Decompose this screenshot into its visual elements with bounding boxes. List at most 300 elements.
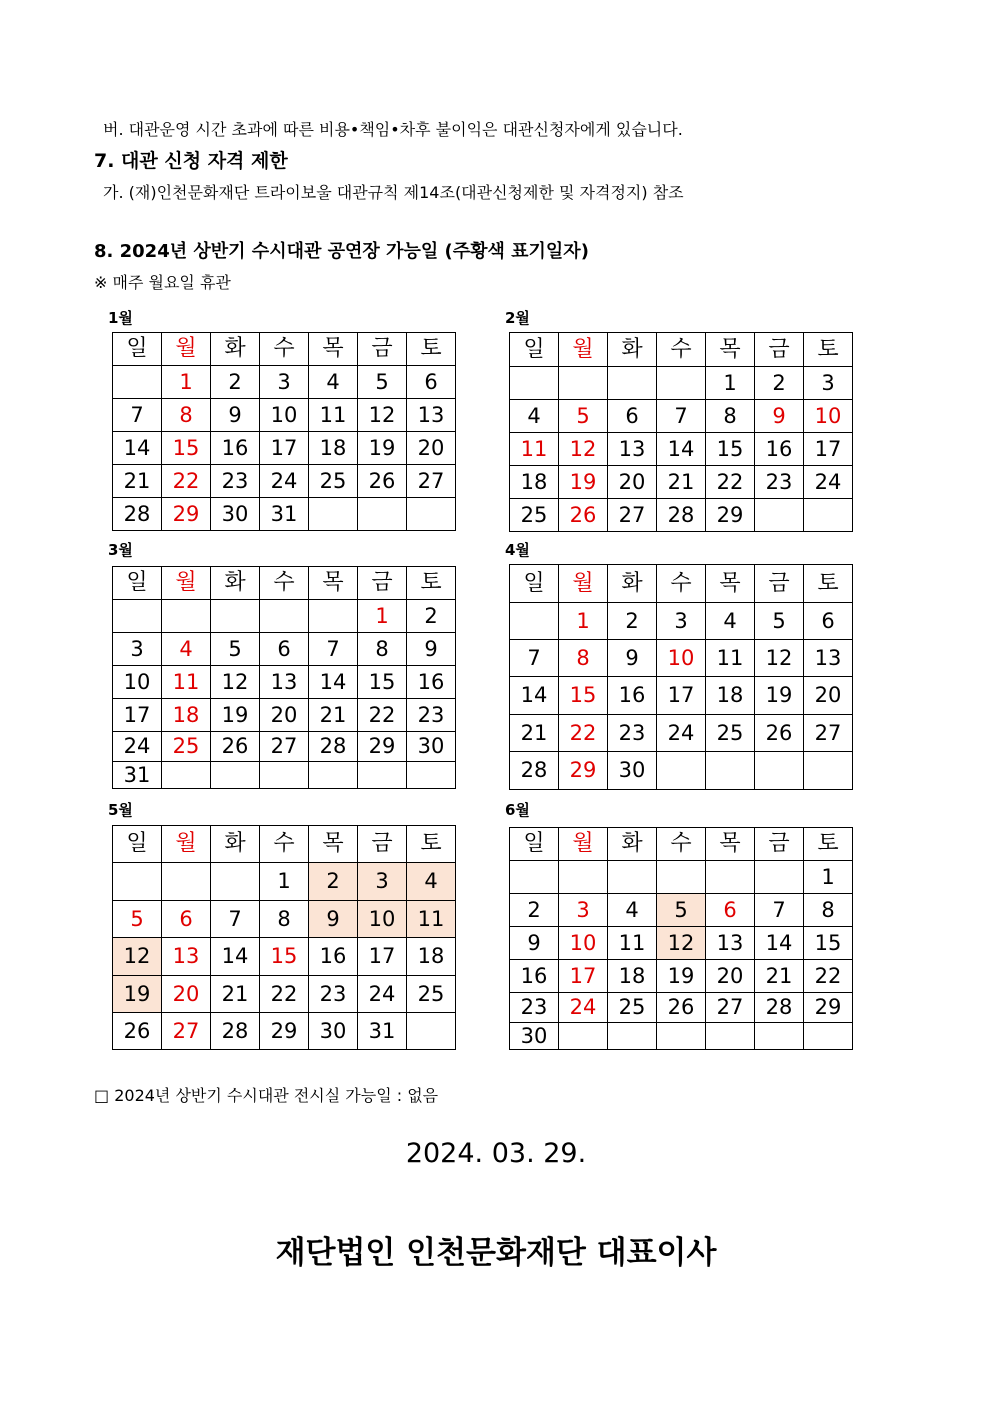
week-row	[113, 762, 456, 789]
day-cell: 6	[706, 894, 755, 927]
week-row	[510, 466, 853, 499]
weekday-header: 토	[804, 828, 853, 861]
empty-day-cell	[804, 752, 853, 790]
weekday-header: 일	[113, 826, 162, 863]
day-cell: 15	[162, 432, 211, 465]
day-cell: 16	[309, 938, 358, 976]
empty-day-cell	[113, 366, 162, 399]
week-row	[510, 677, 853, 715]
day-cell: 26	[755, 715, 804, 752]
empty-day-cell	[162, 762, 211, 789]
day-cell: 19	[755, 677, 804, 715]
empty-day-cell	[559, 861, 608, 894]
day-cell: 21	[211, 976, 260, 1013]
weekday-header: 금	[358, 333, 407, 366]
day-cell: 20	[706, 960, 755, 993]
day-cell: 26	[559, 499, 608, 532]
weekday-header: 금	[755, 828, 804, 861]
month-label-apr: 4월	[505, 541, 530, 559]
day-cell: 4	[407, 863, 456, 901]
day-cell: 13	[804, 640, 853, 677]
weekday-header: 화	[211, 567, 260, 600]
day-cell: 28	[510, 752, 559, 790]
week-row	[510, 1023, 853, 1050]
clause-beo: 버. 대관운영 시간 초과에 따른 비용•책임•차후 불이익은 대관신청자에게 있습니다.	[103, 120, 683, 139]
day-cell: 12	[358, 399, 407, 432]
day-cell: 27	[260, 732, 309, 762]
heading-7: 7. 대관 신청 자격 제한	[94, 150, 288, 172]
week-row	[113, 600, 456, 633]
day-cell: 25	[706, 715, 755, 752]
day-cell: 6	[162, 901, 211, 938]
empty-day-cell	[657, 752, 706, 790]
empty-day-cell	[755, 1023, 804, 1050]
weekday-header: 목	[309, 333, 358, 366]
day-cell: 21	[113, 465, 162, 498]
day-cell: 2	[608, 603, 657, 640]
day-cell: 14	[211, 938, 260, 976]
weekday-header-row	[510, 565, 853, 603]
exhibition-availability: □ 2024년 상반기 수시대관 전시실 가능일 : 없음	[94, 1086, 439, 1105]
empty-day-cell	[706, 861, 755, 894]
day-cell: 8	[260, 901, 309, 938]
weekday-header-row	[113, 826, 456, 863]
empty-day-cell	[510, 603, 559, 640]
week-row	[510, 715, 853, 752]
day-cell: 6	[260, 633, 309, 666]
week-row	[113, 366, 456, 399]
day-cell: 23	[309, 976, 358, 1013]
empty-day-cell	[309, 498, 358, 531]
day-cell: 9	[407, 633, 456, 666]
day-cell: 10	[260, 399, 309, 432]
week-row	[510, 861, 853, 894]
empty-day-cell	[755, 861, 804, 894]
day-cell: 29	[804, 993, 853, 1023]
weekday-header: 수	[260, 333, 309, 366]
day-cell: 19	[657, 960, 706, 993]
calendar-jan	[112, 332, 456, 531]
weekday-header: 일	[510, 565, 559, 603]
empty-day-cell	[706, 752, 755, 790]
weekday-header: 일	[113, 567, 162, 600]
day-cell: 29	[559, 752, 608, 790]
day-cell: 5	[211, 633, 260, 666]
week-row	[113, 633, 456, 666]
day-cell: 18	[510, 466, 559, 499]
day-cell: 21	[755, 960, 804, 993]
week-row	[113, 432, 456, 465]
calendar-feb	[509, 332, 853, 532]
weekday-header: 화	[608, 565, 657, 603]
day-cell: 15	[260, 938, 309, 976]
day-cell: 27	[608, 499, 657, 532]
day-cell: 30	[211, 498, 260, 531]
day-cell: 9	[510, 927, 559, 960]
day-cell: 24	[559, 993, 608, 1023]
day-cell: 31	[260, 498, 309, 531]
day-cell: 2	[407, 600, 456, 633]
day-cell: 16	[510, 960, 559, 993]
empty-day-cell	[113, 863, 162, 901]
day-cell: 24	[260, 465, 309, 498]
weekday-header: 목	[309, 567, 358, 600]
weekday-header: 화	[211, 826, 260, 863]
day-cell: 2	[510, 894, 559, 927]
week-row	[510, 603, 853, 640]
month-label-may: 5월	[108, 801, 133, 819]
day-cell: 13	[260, 666, 309, 699]
empty-day-cell	[608, 1023, 657, 1050]
day-cell: 21	[510, 715, 559, 752]
week-row	[113, 399, 456, 432]
day-cell: 20	[260, 699, 309, 732]
day-cell: 26	[211, 732, 260, 762]
empty-day-cell	[113, 600, 162, 633]
day-cell: 18	[309, 432, 358, 465]
day-cell: 9	[211, 399, 260, 432]
empty-day-cell	[309, 762, 358, 789]
weekday-header-row	[113, 567, 456, 600]
day-cell: 10	[804, 400, 853, 433]
day-cell: 25	[162, 732, 211, 762]
weekday-header: 수	[657, 828, 706, 861]
day-cell: 5	[657, 894, 706, 927]
week-row	[113, 666, 456, 699]
day-cell: 12	[657, 927, 706, 960]
day-cell: 16	[755, 433, 804, 466]
empty-day-cell	[608, 367, 657, 400]
calendar-apr	[509, 564, 853, 790]
week-row	[510, 433, 853, 466]
day-cell: 31	[358, 1013, 407, 1050]
day-cell: 4	[608, 894, 657, 927]
day-cell: 2	[211, 366, 260, 399]
month-label-mar: 3월	[108, 541, 133, 559]
weekday-header: 수	[657, 565, 706, 603]
day-cell: 15	[358, 666, 407, 699]
month-label-jan: 1월	[108, 309, 133, 327]
day-cell: 31	[113, 762, 162, 789]
empty-day-cell	[309, 600, 358, 633]
day-cell: 1	[162, 366, 211, 399]
weekday-header: 월	[162, 333, 211, 366]
document-date: 2024. 03. 29.	[405, 1138, 587, 1169]
day-cell: 1	[358, 600, 407, 633]
day-cell: 26	[358, 465, 407, 498]
week-row	[510, 993, 853, 1023]
day-cell: 23	[755, 466, 804, 499]
empty-day-cell	[706, 1023, 755, 1050]
day-cell: 30	[407, 732, 456, 762]
month-label-feb: 2월	[505, 309, 530, 327]
weekday-header: 수	[260, 826, 309, 863]
day-cell: 22	[358, 699, 407, 732]
day-cell: 3	[657, 603, 706, 640]
day-cell: 12	[755, 640, 804, 677]
empty-day-cell	[608, 861, 657, 894]
empty-day-cell	[358, 498, 407, 531]
day-cell: 25	[608, 993, 657, 1023]
day-cell: 8	[559, 640, 608, 677]
week-row	[113, 976, 456, 1013]
empty-day-cell	[260, 762, 309, 789]
day-cell: 24	[657, 715, 706, 752]
day-cell: 28	[211, 1013, 260, 1050]
weekday-header: 토	[407, 567, 456, 600]
weekday-header: 월	[162, 826, 211, 863]
day-cell: 27	[804, 715, 853, 752]
day-cell: 20	[407, 432, 456, 465]
day-cell: 16	[608, 677, 657, 715]
weekday-header: 금	[358, 567, 407, 600]
day-cell: 4	[510, 400, 559, 433]
day-cell: 26	[657, 993, 706, 1023]
day-cell: 4	[706, 603, 755, 640]
issuer-signature: 재단법인 인천문화재단 대표이사	[275, 1235, 717, 1271]
day-cell: 12	[559, 433, 608, 466]
day-cell: 4	[309, 366, 358, 399]
day-cell: 6	[608, 400, 657, 433]
day-cell: 6	[804, 603, 853, 640]
weekday-header: 금	[358, 826, 407, 863]
day-cell: 8	[804, 894, 853, 927]
day-cell: 14	[510, 677, 559, 715]
empty-day-cell	[755, 752, 804, 790]
day-cell: 8	[162, 399, 211, 432]
day-cell: 20	[804, 677, 853, 715]
weekday-header: 화	[608, 333, 657, 367]
weekday-header-row	[113, 333, 456, 366]
day-cell: 30	[510, 1023, 559, 1050]
day-cell: 19	[559, 466, 608, 499]
day-cell: 23	[608, 715, 657, 752]
weekday-header: 토	[804, 333, 853, 367]
weekday-header: 목	[706, 565, 755, 603]
day-cell: 23	[407, 699, 456, 732]
day-cell: 24	[804, 466, 853, 499]
day-cell: 29	[260, 1013, 309, 1050]
weekday-header: 금	[755, 565, 804, 603]
day-cell: 15	[706, 433, 755, 466]
day-cell: 25	[510, 499, 559, 532]
day-cell: 7	[657, 400, 706, 433]
week-row	[510, 400, 853, 433]
day-cell: 18	[162, 699, 211, 732]
day-cell: 13	[162, 938, 211, 976]
empty-day-cell	[407, 498, 456, 531]
empty-day-cell	[559, 1023, 608, 1050]
day-cell: 1	[559, 603, 608, 640]
day-cell: 23	[211, 465, 260, 498]
empty-day-cell	[804, 499, 853, 532]
day-cell: 14	[755, 927, 804, 960]
day-cell: 18	[608, 960, 657, 993]
weekday-header: 일	[510, 828, 559, 861]
empty-day-cell	[162, 863, 211, 901]
weekday-header: 월	[559, 828, 608, 861]
day-cell: 27	[706, 993, 755, 1023]
weekday-header: 일	[113, 333, 162, 366]
week-row	[113, 498, 456, 531]
day-cell: 10	[358, 901, 407, 938]
day-cell: 2	[309, 863, 358, 901]
empty-day-cell	[559, 367, 608, 400]
day-cell: 5	[113, 901, 162, 938]
day-cell: 7	[211, 901, 260, 938]
weekday-header: 수	[657, 333, 706, 367]
day-cell: 11	[510, 433, 559, 466]
calendar-jun	[509, 827, 853, 1050]
day-cell: 18	[407, 938, 456, 976]
weekday-header-row	[510, 828, 853, 861]
day-cell: 3	[559, 894, 608, 927]
day-cell: 12	[113, 938, 162, 976]
week-row	[113, 901, 456, 938]
day-cell: 9	[608, 640, 657, 677]
day-cell: 28	[755, 993, 804, 1023]
empty-day-cell	[510, 367, 559, 400]
day-cell: 17	[559, 960, 608, 993]
weekday-header: 월	[559, 333, 608, 367]
day-cell: 10	[657, 640, 706, 677]
week-row	[113, 863, 456, 901]
day-cell: 6	[407, 366, 456, 399]
day-cell: 14	[657, 433, 706, 466]
week-row	[510, 367, 853, 400]
day-cell: 3	[358, 863, 407, 901]
day-cell: 2	[755, 367, 804, 400]
day-cell: 13	[706, 927, 755, 960]
day-cell: 17	[113, 699, 162, 732]
empty-day-cell	[804, 1023, 853, 1050]
day-cell: 12	[211, 666, 260, 699]
day-cell: 20	[608, 466, 657, 499]
day-cell: 22	[559, 715, 608, 752]
day-cell: 16	[407, 666, 456, 699]
day-cell: 3	[260, 366, 309, 399]
week-row	[510, 927, 853, 960]
clause-ga: 가. (재)인천문화재단 트라이보울 대관규칙 제14조(대관신청제한 및 자격정지) 참조	[103, 183, 684, 202]
day-cell: 15	[559, 677, 608, 715]
day-cell: 7	[510, 640, 559, 677]
day-cell: 3	[804, 367, 853, 400]
empty-day-cell	[211, 600, 260, 633]
empty-day-cell	[211, 863, 260, 901]
day-cell: 7	[309, 633, 358, 666]
week-row	[113, 938, 456, 976]
day-cell: 21	[309, 699, 358, 732]
day-cell: 13	[407, 399, 456, 432]
weekday-header: 금	[755, 333, 804, 367]
week-row	[510, 640, 853, 677]
day-cell: 11	[162, 666, 211, 699]
day-cell: 5	[755, 603, 804, 640]
day-cell: 14	[309, 666, 358, 699]
day-cell: 5	[559, 400, 608, 433]
day-cell: 17	[804, 433, 853, 466]
day-cell: 11	[407, 901, 456, 938]
day-cell: 17	[358, 938, 407, 976]
day-cell: 11	[309, 399, 358, 432]
empty-day-cell	[407, 762, 456, 789]
day-cell: 5	[358, 366, 407, 399]
closed-note: ※ 매주 월요일 휴관	[94, 273, 231, 292]
day-cell: 3	[113, 633, 162, 666]
weekday-header: 화	[608, 828, 657, 861]
empty-day-cell	[407, 1013, 456, 1050]
week-row	[113, 465, 456, 498]
day-cell: 29	[706, 499, 755, 532]
calendar-may	[112, 825, 456, 1050]
empty-day-cell	[162, 600, 211, 633]
day-cell: 19	[113, 976, 162, 1013]
day-cell: 14	[113, 432, 162, 465]
weekday-header-row	[510, 333, 853, 367]
day-cell: 29	[358, 732, 407, 762]
month-label-jun: 6월	[505, 801, 530, 819]
day-cell: 16	[211, 432, 260, 465]
weekday-header: 토	[804, 565, 853, 603]
weekday-header: 목	[706, 333, 755, 367]
day-cell: 10	[559, 927, 608, 960]
weekday-header: 화	[211, 333, 260, 366]
day-cell: 9	[309, 901, 358, 938]
empty-day-cell	[510, 861, 559, 894]
day-cell: 11	[706, 640, 755, 677]
day-cell: 15	[804, 927, 853, 960]
day-cell: 22	[162, 465, 211, 498]
day-cell: 19	[358, 432, 407, 465]
day-cell: 7	[113, 399, 162, 432]
day-cell: 1	[804, 861, 853, 894]
calendar-mar	[112, 566, 456, 789]
day-cell: 24	[113, 732, 162, 762]
week-row	[510, 960, 853, 993]
empty-day-cell	[211, 762, 260, 789]
day-cell: 17	[657, 677, 706, 715]
day-cell: 1	[706, 367, 755, 400]
day-cell: 21	[657, 466, 706, 499]
day-cell: 29	[162, 498, 211, 531]
day-cell: 9	[755, 400, 804, 433]
day-cell: 18	[706, 677, 755, 715]
day-cell: 26	[113, 1013, 162, 1050]
day-cell: 25	[309, 465, 358, 498]
week-row	[510, 752, 853, 790]
day-cell: 11	[608, 927, 657, 960]
empty-day-cell	[657, 367, 706, 400]
day-cell: 27	[407, 465, 456, 498]
week-row	[113, 699, 456, 732]
week-row	[113, 732, 456, 762]
day-cell: 30	[309, 1013, 358, 1050]
week-row	[510, 499, 853, 532]
day-cell: 28	[657, 499, 706, 532]
empty-day-cell	[657, 861, 706, 894]
weekday-header: 일	[510, 333, 559, 367]
day-cell: 10	[113, 666, 162, 699]
empty-day-cell	[358, 762, 407, 789]
day-cell: 23	[510, 993, 559, 1023]
day-cell: 7	[755, 894, 804, 927]
day-cell: 28	[309, 732, 358, 762]
weekday-header: 수	[260, 567, 309, 600]
week-row	[113, 1013, 456, 1050]
day-cell: 22	[706, 466, 755, 499]
day-cell: 20	[162, 976, 211, 1013]
day-cell: 22	[804, 960, 853, 993]
